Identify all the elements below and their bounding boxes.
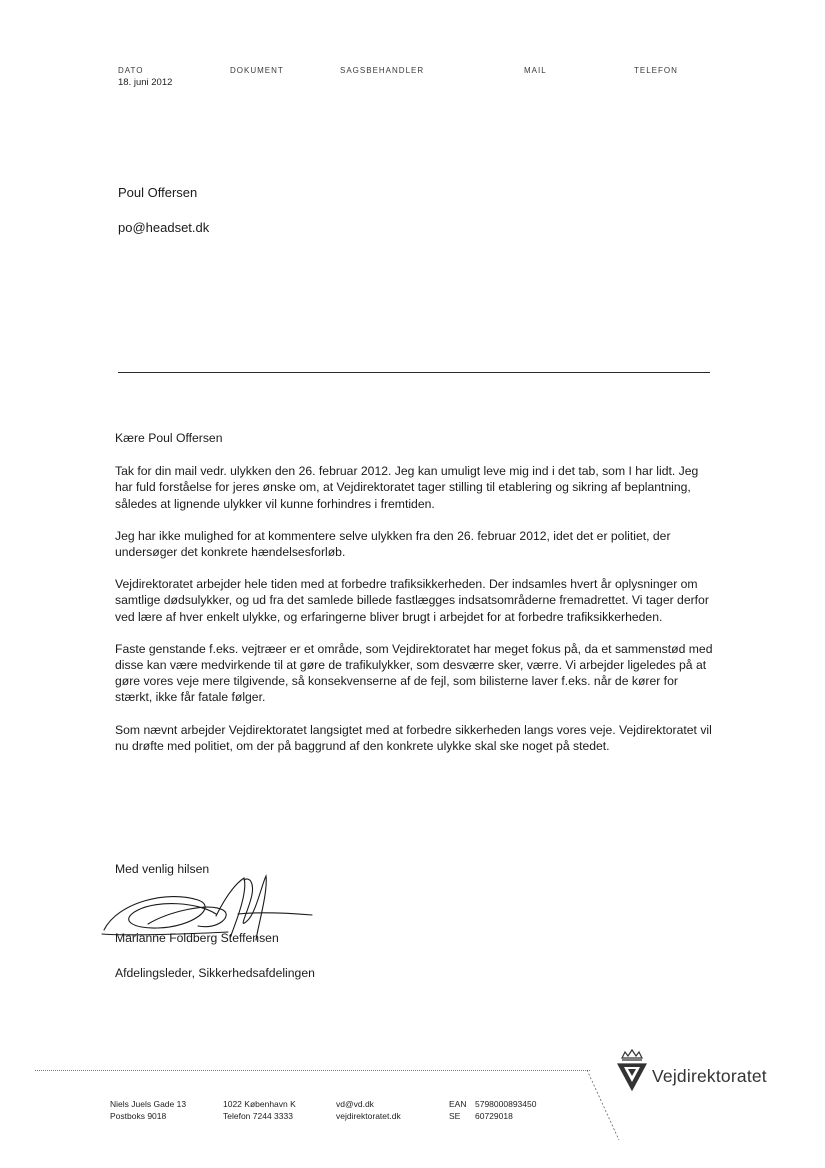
paragraph-1: Tak for din mail vedr. ulykken den 26. februar 2012. Jeg kan umuligt leve mig ind i det tab, som I har lidt. Jeg har fuld forståelse for jeres ønske om, at Vejdirektoratet tager stilling til etablering og sikring af beplantning, således at lignende ulykker vil kunne forhindres i fremtiden. (115, 464, 699, 511)
brand-name: Vejdirektoratet (652, 1066, 767, 1086)
header-label-mail: MAIL (524, 66, 547, 75)
footer-phone: Telefon 7244 3333 (223, 1111, 293, 1121)
paragraph-4: Faste genstande f.eks. vejtræer er et område, som Vejdirektoratet har meget fokus på, da et sammenstød med disse kan være medvirkende til at gøre de trafikulykker, som desværre sker, værre. Vi arbejder ligeledes på at gøre vores veje mere tilgivende, så konsekvenserne af de fejl, som bilisterne laver f.eks. når de kører for stærkt, ikke får fatale følger. (115, 641, 713, 705)
signer-name: Marianne Foldberg Steffensen (115, 931, 279, 945)
recipient-name: Poul Offersen (118, 185, 198, 200)
crown-triangle-logo-icon (614, 1048, 650, 1092)
salutation: Kære Poul Offersen (115, 431, 223, 445)
paragraph-2: Jeg har ikke mulighed for at kommentere selve ulykken fra den 26. februar 2012, idet det er politiet, der undersøger det konkrete hændelsesforløb. (115, 528, 671, 560)
paragraph-5: Som nævnt arbejder Vejdirektoratet langsigtet med at forbedre sikkerheden langs vores veje. Vejdirektoratet vil nu drøfte med politiet, om der på baggrund af den konkrete ulykke skal ske noget på stedet. (115, 722, 712, 753)
closing: Med venlig hilsen (115, 862, 210, 876)
header-label-phone: TELEFON (634, 66, 678, 75)
footer-ean-value: 5798000893450 (475, 1099, 537, 1109)
footer-ean-label: EAN (449, 1099, 467, 1109)
footer-se-value: 60729018 (475, 1111, 513, 1121)
header-date-value: 18. juni 2012 (118, 77, 173, 88)
header-label-document: DOKUMENT (230, 66, 284, 75)
letter-body (115, 430, 715, 770)
footer-city: 1022 København K (223, 1099, 296, 1109)
paragraph-3: Vejdirektoratet arbejder hele tiden med at forbedre trafiksikkerheden. Der indsamles hvert år oplysninger om samtlige dødsulykker, og ud fra det samlede billede fastlægges indsatsområderne fremadrettet. Vi tager derfor ved lære af hver enkelt ulykke, og erfaringerne bliver brugt i arbejdet for at forbedre trafiksikkerheden. (115, 577, 709, 624)
footer-email-link[interactable]: vd@vd.dk (336, 1099, 374, 1109)
signer-title: Afdelingsleder, Sikkerhedsafdelingen (115, 966, 315, 980)
footer-address-line1: Niels Juels Gade 13 (110, 1099, 187, 1109)
recipient-email: po@headset.dk (118, 220, 210, 235)
footer-divider (35, 1070, 590, 1071)
footer-se-label: SE (449, 1111, 461, 1121)
header-label-date: DATO (118, 66, 144, 75)
header-divider (118, 372, 710, 373)
header-label-case-handler: SAGSBEHANDLER (340, 66, 425, 75)
footer-web-link[interactable]: vejdirektoratet.dk (336, 1111, 401, 1121)
footer-address-line2: Postboks 9018 (110, 1111, 167, 1121)
